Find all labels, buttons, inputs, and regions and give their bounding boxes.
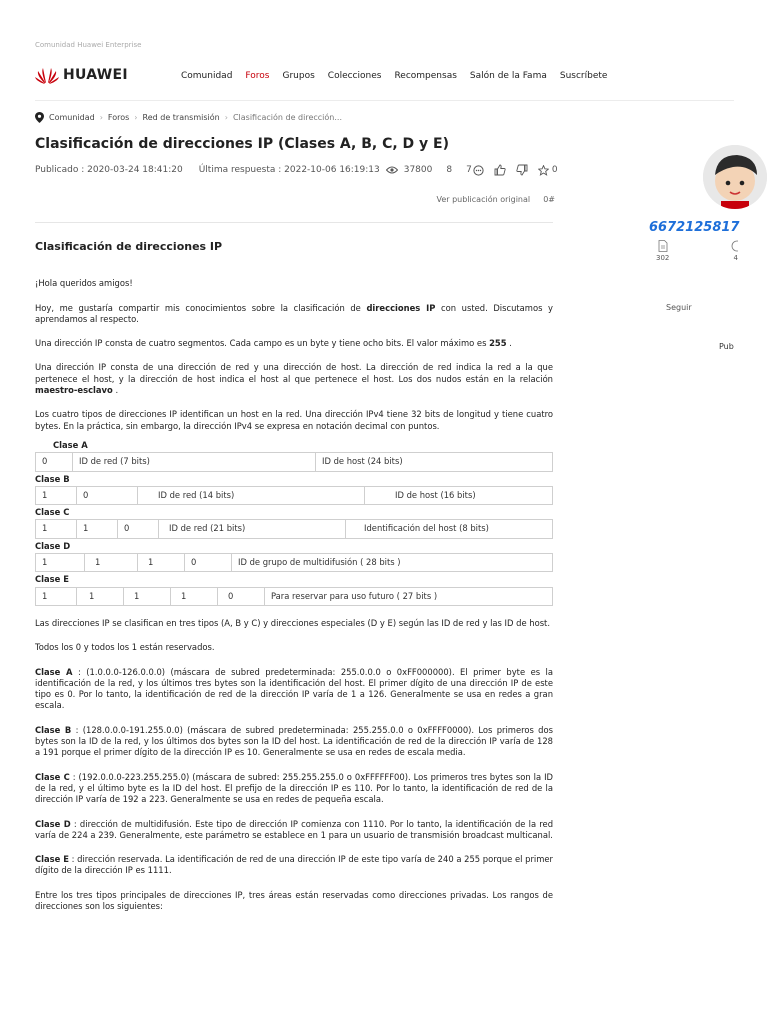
header-divider — [35, 100, 734, 101]
favorites-count: 0 — [551, 165, 558, 175]
table-cell: ID de red (21 bits) — [159, 520, 346, 538]
thumbs-down-icon[interactable] — [516, 164, 528, 176]
avatar[interactable] — [703, 145, 767, 209]
table-cell: Identificación del host (8 bits) — [346, 520, 553, 538]
paragraph-class-e: Clase E : dirección reservada. La identificación de red de una dirección IP de este tipo varía de 240 a 255 porque el primer dígito de la dirección IP es 1111. — [35, 854, 553, 876]
paragraph-class-d: Clase D : dirección de multidifusión. Este tipo de dirección IP comienza con 1110. Por lo tanto, la identificación de la red varía de 224 a 239. Generalmente, este parámetro se establece en 1 para un usuario de transmisión broadcast multicanal. — [35, 818, 554, 840]
partial-stat-icon — [730, 240, 738, 252]
nav-suscribete[interactable]: Suscríbete — [559, 71, 608, 81]
table-cell: ID de grupo de multidifusión ( 28 bits ) — [232, 554, 553, 572]
publications-label[interactable]: Pub — [719, 342, 734, 351]
nav-recompensas[interactable]: Recompensas — [394, 71, 457, 81]
table-cell: ID de red (7 bits) — [73, 453, 316, 471]
class-c-label: Clase C — [35, 507, 70, 518]
table-cell: 1 — [138, 554, 185, 572]
view-original-link[interactable]: Ver publicación original — [436, 195, 531, 204]
original-post-row — [437, 195, 556, 204]
document-icon — [658, 240, 668, 252]
breadcrumb-red-transmision[interactable]: Red de transmisión — [142, 113, 220, 122]
nav-foros[interactable]: Foros — [245, 71, 270, 81]
table-cell: 1 — [77, 520, 118, 538]
class-d-label: Clase D — [35, 540, 71, 551]
secondary-stat-count: 4 — [733, 254, 738, 262]
paragraph-1: Hoy, me gustaría compartir mis conocimientos sobre la clasificación de direcciones IP con usted. Discutamos y aprendamos al respecto. — [35, 302, 554, 324]
avatar-illustration — [703, 145, 767, 209]
table-cell: 0 — [118, 520, 159, 538]
paragraph-7: Entre los tres tipos principales de direcciones IP, tres áreas están reservadas como direcciones privadas. Los rangos de direcciones son los siguientes: — [35, 889, 553, 911]
table-cell: 0 — [218, 587, 265, 605]
breadcrumb-comunidad[interactable]: Comunidad — [49, 113, 95, 122]
huawei-flower-icon — [35, 66, 59, 84]
likes-count: 7 — [466, 165, 472, 175]
article-heading: Clasificación de direcciones IP — [35, 240, 223, 253]
paragraph-6: Todos los 0 y todos los 1 están reservados. — [35, 642, 215, 653]
eye-icon — [386, 166, 398, 174]
views-count: 37800 — [403, 165, 433, 175]
table-cell: 1 — [36, 587, 77, 605]
paragraph-3: Una dirección IP consta de una dirección de red y una dirección de host. La dirección de red indica la red a la que pertenece el host, y la dirección de host indica el host al que pertenece el host. Los dos nudos están en la relación maestro-esclavo . — [35, 362, 553, 396]
class-a-label: Clase A — [53, 439, 88, 450]
table-cell: ID de host (16 bits) — [365, 486, 553, 504]
paragraph-2: Una dirección IP consta de cuatro segmentos. Cada campo es un byte y tiene ocho bits. El valor máximo es 255 . — [35, 338, 512, 349]
thumbs-up-icon[interactable] — [494, 164, 506, 176]
nav-salon-de-la-fama[interactable]: Salón de la Fama — [469, 71, 547, 81]
last-reply-date: Última respuesta : 2022-10-06 16:19:13 — [198, 165, 380, 175]
nav-grupos[interactable]: Grupos — [282, 71, 315, 81]
paragraph-class-a: Clase A : (1.0.0.0-126.0.0.0) (máscara de subred predeterminada: 255.0.0.0 o 0xFF000000). El primer byte es la identificación de la red, y los últimos tres bytes son la identificación del host. El primer dígito de una dirección IP de este tipo es 0. Por lo tanto, la identificación de red de la dirección IP varía de 1 a 126. Generalmente se usa en redes a gran escala. — [35, 666, 553, 711]
replies-count: 8 — [446, 165, 453, 175]
table-cell: 0 — [36, 453, 73, 471]
article-body — [35, 241, 553, 925]
table-cell: 0 — [185, 554, 232, 572]
comment-icon[interactable] — [473, 165, 484, 176]
main-nav — [181, 71, 607, 81]
class-b-label: Clase B — [35, 473, 70, 484]
page-title: Clasificación de direcciones IP (Clases A, B, C, D y E) — [35, 136, 449, 152]
community-label: Comunidad Huawei Enterprise — [35, 41, 142, 49]
ip-link[interactable]: direcciones IP — [366, 302, 436, 313]
table-cell: 1 — [36, 520, 77, 538]
class-b-table — [35, 486, 553, 505]
class-c-table — [35, 519, 553, 538]
paragraph-class-b: Clase B : (128.0.0.0-191.255.0.0) (máscara de subred predeterminada: 255.255.0.0 o 0xFFFF0000). Los primeros dos bytes son la ID de la red, y los últimos dos bytes son la ID del host. La identificación de red de la dirección IP varía de 128 a 191 porque el primer dígito de la dirección IP es 10. Generalmente se usa en redes de escala media. — [35, 724, 553, 758]
paragraph-4: Los cuatro tipos de direcciones IP identifican un host en la red. Una dirección IPv4 tiene 32 bits de longitud y tiene cuatro bytes. En la práctica, sin embargo, la dirección IPv4 se expresa en notación decimal con puntos. — [35, 409, 553, 431]
posts-stat — [656, 240, 669, 262]
table-cell: 1 — [171, 587, 218, 605]
content-divider — [35, 222, 553, 223]
table-cell: Para reservar para uso futuro ( 27 bits ) — [265, 587, 553, 605]
table-cell: 1 — [36, 554, 85, 572]
table-cell: 1 — [85, 554, 138, 572]
breadcrumb-current: Clasificación de dirección... — [232, 113, 342, 122]
chevron-right-icon: › — [134, 113, 138, 122]
nav-comunidad[interactable]: Comunidad — [181, 71, 233, 81]
breadcrumb — [35, 112, 342, 123]
paragraph-5: Las direcciones IP se clasifican en tres tipos (A, B y C) y direcciones especiales (D y E) según las ID de red y las ID de host. — [35, 617, 551, 628]
star-icon[interactable] — [538, 165, 549, 176]
post-meta — [35, 164, 558, 176]
published-date: Publicado : 2020-03-24 18:41:20 — [35, 165, 183, 175]
secondary-stat — [730, 240, 738, 262]
table-cell: ID de red (14 bits) — [138, 486, 365, 504]
table-cell: 0 — [77, 486, 138, 504]
table-cell: 1 — [124, 587, 171, 605]
breadcrumb-foros[interactable]: Foros — [107, 113, 130, 122]
logo-text: HUAWEI — [63, 67, 128, 83]
floor-number: 0# — [543, 195, 555, 204]
greeting: ¡Hola queridos amigos! — [35, 278, 133, 289]
huawei-logo[interactable] — [35, 66, 128, 84]
chevron-right-icon: › — [99, 113, 103, 122]
posts-count: 302 — [656, 254, 670, 262]
paragraph-class-c: Clase C : (192.0.0.0-223.255.255.0) (máscara de subred: 255.255.255.0 o 0xFFFFFF00). Los primeros tres bytes son la ID de la red, y el último byte es la ID del host. El prefijo de la dirección IP es 110. Por lo tanto, la identificación de red de la dirección IP varía de 192 a 223. Generalmente se usa en redes de pequeña escala. — [35, 771, 553, 805]
class-a-table — [35, 452, 553, 471]
class-e-table — [35, 587, 553, 606]
maestro-esclavo-link[interactable]: maestro-esclavo — [35, 385, 113, 396]
table-cell: 1 — [36, 486, 77, 504]
table-cell: ID de host (24 bits) — [316, 453, 553, 471]
table-cell: 1 — [77, 587, 124, 605]
nav-colecciones[interactable]: Colecciones — [327, 71, 382, 81]
follow-button[interactable]: Seguir — [666, 303, 692, 312]
class-e-label: Clase E — [35, 574, 69, 585]
class-d-table — [35, 553, 553, 572]
sidebar-username[interactable]: 6672125817 — [649, 220, 740, 235]
location-pin-icon — [35, 112, 44, 123]
chevron-right-icon: › — [224, 113, 228, 122]
